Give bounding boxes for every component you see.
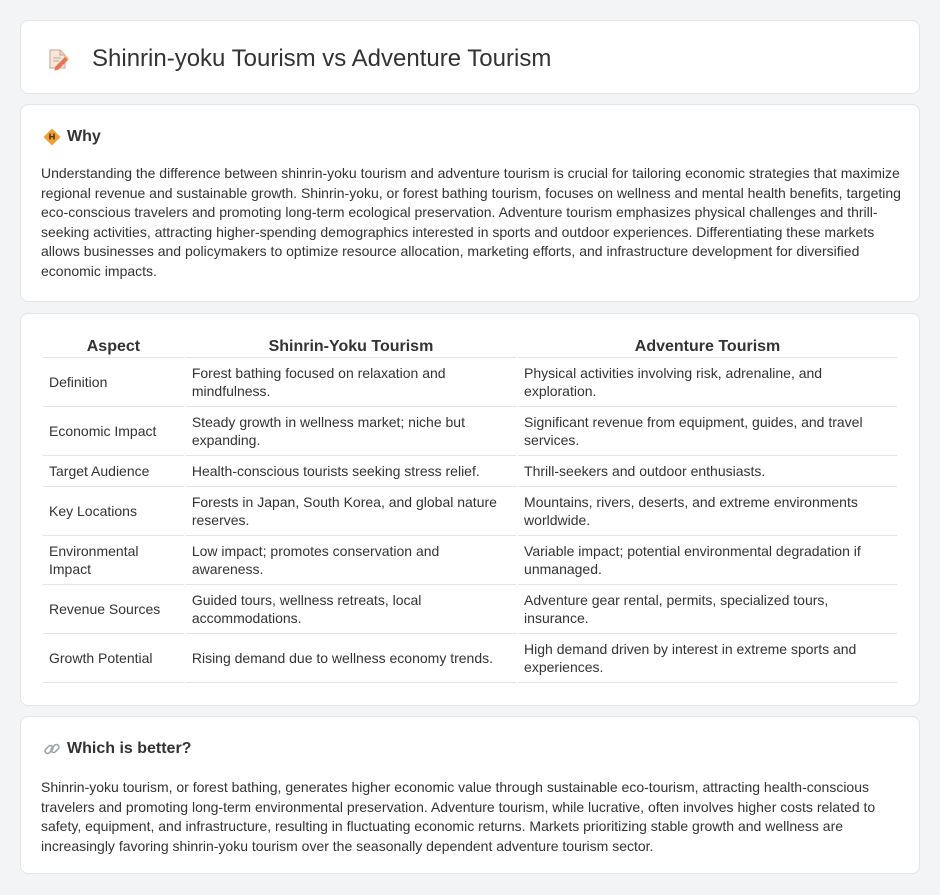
diamond-sign-icon bbox=[43, 128, 61, 146]
why-text: Understanding the difference between shinrin-yoku tourism and adventure tourism is crucial for tailoring economic strategies that maximize regional revenue and sustainable growth. Shinrin-yoku, or forest bathing tourism, focuses on wellness and mental health benefits, targeting eco-conscious travelers and promoting long-term ecological preservation. Adventure tourism emphasizes physical challenges and thrill-seeking activities, attracting higher-spending demographics interested in sports and outdoor experiences. Differentiating these markets allows businesses and policymakers to optimize resource allocation, marketing efforts, and infrastructure development for diversified economic impacts. bbox=[41, 165, 901, 279]
better-text: Shinrin-yoku tourism, or forest bathing, generates higher economic value through sustainable eco-tourism, attracting health-conscious travelers and promoting long-term environmental preservation. Adventure tourism, while lucrative, often involves higher costs related to safety, equipment, and infrastructure, resulting in fluctuating economic returns. Markets prioritizing stable growth and wellness are increasingly favoring shinrin-yoku tourism over the seasonally dependent adventure tourism sector. bbox=[41, 779, 876, 854]
document-pencil-icon bbox=[46, 47, 70, 71]
table-header-row bbox=[43, 336, 897, 358]
adventure-cell: Adventure gear rental, permits, specialized tours, insurance. bbox=[518, 585, 897, 634]
aspect-cell: Target Audience bbox=[43, 456, 184, 487]
table-row bbox=[43, 536, 897, 585]
table-row bbox=[43, 487, 897, 536]
adventure-cell: Physical activities involving risk, adrenaline, and exploration. bbox=[518, 358, 897, 407]
why-section bbox=[20, 104, 920, 302]
table-row bbox=[43, 358, 897, 407]
which-is-better-section bbox=[20, 716, 920, 874]
page-title: Shinrin-yoku Tourism vs Adventure Tourism bbox=[92, 45, 552, 72]
header-card bbox=[20, 20, 920, 94]
why-title: Why bbox=[67, 128, 101, 145]
shinrin-yoku-cell: Low impact; promotes conservation and awareness. bbox=[186, 536, 516, 585]
shinrin-yoku-cell: Forests in Japan, South Korea, and global nature reserves. bbox=[186, 487, 516, 536]
adventure-cell: Mountains, rivers, deserts, and extreme environments worldwide. bbox=[518, 487, 897, 536]
comparison-table-card bbox=[20, 313, 920, 706]
table-row bbox=[43, 634, 897, 683]
table-row bbox=[43, 407, 897, 456]
shinrin-yoku-cell: Forest bathing focused on relaxation and mindfulness. bbox=[186, 358, 516, 407]
why-heading bbox=[43, 127, 101, 147]
adventure-cell: High demand driven by interest in extreme sports and experiences. bbox=[518, 634, 897, 683]
column-header: Adventure Tourism bbox=[518, 336, 897, 358]
aspect-cell: Growth Potential bbox=[43, 634, 184, 683]
shinrin-yoku-cell: Steady growth in wellness market; niche but expanding. bbox=[186, 407, 516, 456]
column-header: Shinrin-Yoku Tourism bbox=[186, 336, 516, 358]
table-row bbox=[43, 456, 897, 487]
table-row bbox=[43, 585, 897, 634]
aspect-cell: Economic Impact bbox=[43, 407, 184, 456]
shinrin-yoku-cell: Guided tours, wellness retreats, local accommodations. bbox=[186, 585, 516, 634]
shinrin-yoku-cell: Rising demand due to wellness economy trends. bbox=[186, 634, 516, 683]
aspect-cell: Definition bbox=[43, 358, 184, 407]
adventure-cell: Thrill-seekers and outdoor enthusiasts. bbox=[518, 456, 897, 487]
aspect-cell: Key Locations bbox=[43, 487, 184, 536]
better-heading bbox=[43, 739, 191, 759]
better-title: Which is better? bbox=[67, 740, 192, 757]
aspect-cell: Revenue Sources bbox=[43, 585, 184, 634]
adventure-cell: Significant revenue from equipment, guides, and travel services. bbox=[518, 407, 897, 456]
shinrin-yoku-cell: Health-conscious tourists seeking stress relief. bbox=[186, 456, 516, 487]
adventure-cell: Variable impact; potential environmental degradation if unmanaged. bbox=[518, 536, 897, 585]
aspect-cell: Environmental Impact bbox=[43, 536, 184, 585]
comparison-table bbox=[41, 336, 899, 683]
column-header: Aspect bbox=[43, 336, 184, 358]
link-icon bbox=[43, 740, 61, 758]
